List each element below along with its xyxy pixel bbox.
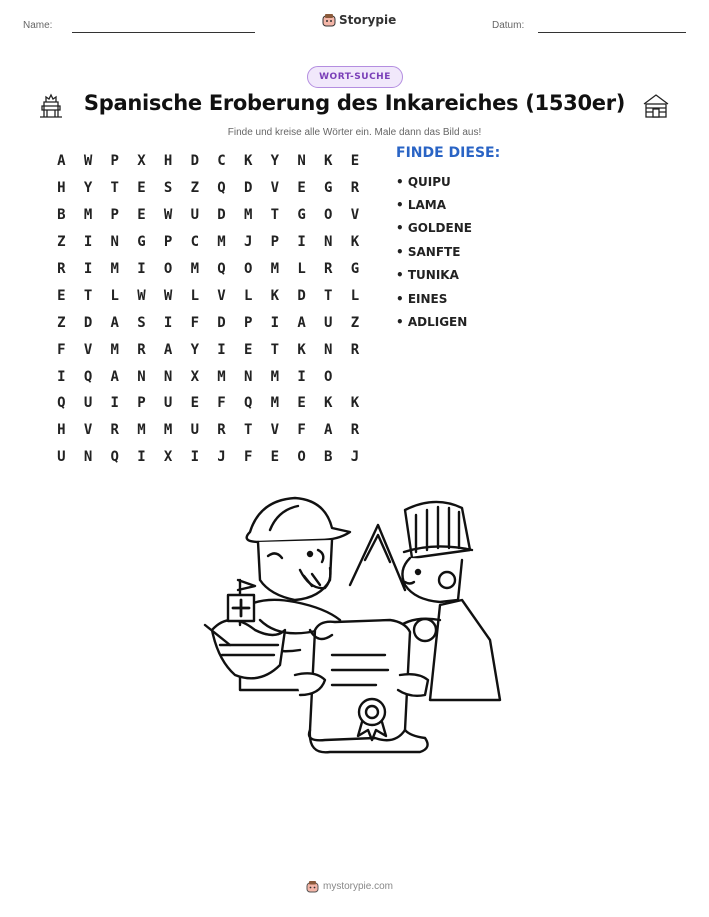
grid-letter[interactable]: D [83, 314, 93, 331]
grid-letter[interactable]: U [190, 422, 199, 439]
grid-letter[interactable]: M [190, 261, 199, 277]
word-item: • QUIPU [396, 174, 451, 189]
grid-letter[interactable]: R [217, 422, 226, 439]
grid-letter[interactable]: F [57, 341, 66, 358]
grid-letter[interactable]: N [83, 449, 93, 466]
grid-letter[interactable]: L [243, 287, 253, 304]
grid-letter[interactable]: I [190, 449, 199, 466]
grid-letter[interactable]: E [297, 395, 306, 412]
grid-letter[interactable]: J [243, 234, 253, 251]
grid-letter[interactable]: A [57, 153, 66, 170]
grid-letter[interactable]: F [297, 422, 306, 439]
grid-letter[interactable]: R [350, 180, 360, 197]
grid-letter[interactable]: I [137, 449, 146, 466]
grid-letter[interactable]: R [57, 261, 66, 277]
word-list-heading: FINDE DIESE: [396, 145, 501, 161]
grid-letter[interactable]: P [137, 395, 146, 412]
grid-letter[interactable]: V [83, 422, 93, 439]
grid-letter[interactable]: R [350, 341, 360, 358]
grid-letter[interactable]: E [57, 287, 66, 304]
grid-letter[interactable]: I [83, 261, 93, 277]
grid-letter[interactable]: U [163, 395, 173, 412]
grid-letter[interactable]: T [110, 180, 119, 197]
grid-letter[interactable]: H [57, 180, 66, 197]
grid-letter[interactable]: D [297, 287, 306, 304]
word-item: • LAMA [396, 198, 447, 213]
grid-letter[interactable]: Z [190, 180, 199, 197]
grid-letter[interactable]: V [270, 180, 280, 197]
grid-letter[interactable]: J [217, 449, 226, 466]
grid-letter[interactable]: A [163, 341, 173, 358]
name-label: Name: [23, 20, 53, 31]
word-list [396, 170, 472, 334]
brand-logo [322, 13, 396, 27]
grid-letter[interactable]: Q [83, 368, 93, 385]
grid-letter[interactable]: C [217, 153, 226, 170]
grid-letter[interactable]: M [270, 395, 280, 412]
grid-letter[interactable]: N [110, 234, 119, 251]
grid-letter[interactable]: P [243, 314, 253, 331]
grid-letter[interactable]: M [217, 234, 226, 251]
name-line[interactable] [72, 32, 255, 33]
grid-letter[interactable]: U [324, 314, 333, 331]
grid-letter[interactable]: Z [57, 234, 66, 251]
grid-letter[interactable]: M [163, 422, 173, 439]
grid-letter[interactable]: N [324, 234, 333, 251]
grid-letter[interactable]: Q [217, 180, 226, 197]
grid-letter[interactable]: G [137, 234, 146, 251]
grid-letter[interactable]: E [350, 153, 360, 170]
grid-letter[interactable]: Y [83, 180, 93, 197]
grid-letter[interactable]: N [243, 368, 253, 385]
word-search-badge: WORT-SUCHE [307, 66, 403, 88]
word-item: • TUNIKA [396, 268, 459, 283]
word-item: • EINES [396, 291, 448, 306]
grid-letter[interactable]: M [270, 261, 280, 277]
grid-letter[interactable]: V [217, 287, 226, 304]
grid-letter[interactable]: M [270, 368, 280, 385]
grid-letter[interactable]: B [324, 449, 333, 466]
grid-letter[interactable]: M [243, 207, 253, 224]
grid-letter[interactable]: S [137, 314, 146, 331]
grid-letter[interactable]: A [297, 314, 306, 331]
grid-letter[interactable]: E [270, 449, 280, 466]
grid-letter[interactable]: I [217, 341, 226, 358]
grid-letter[interactable]: O [324, 207, 333, 224]
grid-letter[interactable]: U [190, 207, 199, 224]
grid-letter[interactable]: Q [217, 261, 226, 277]
grid-letter[interactable]: M [137, 422, 146, 439]
grid-letter[interactable]: C [190, 234, 199, 251]
grid-letter[interactable]: T [83, 287, 93, 304]
grid-letter[interactable]: K [243, 153, 253, 170]
grid-letter[interactable]: I [297, 368, 306, 385]
grid-letter[interactable]: E [137, 207, 146, 224]
grid-letter[interactable]: K [350, 234, 360, 251]
grid-letter[interactable]: O [243, 261, 253, 277]
grid-letter[interactable]: X [137, 153, 146, 170]
grid-letter[interactable]: A [324, 422, 333, 439]
grid-letter[interactable]: T [324, 287, 333, 304]
grid-letter[interactable]: R [324, 261, 333, 277]
grid-letter[interactable]: N [163, 368, 173, 385]
grid-letter[interactable]: E [137, 180, 146, 197]
grid-letter[interactable]: E [190, 395, 199, 412]
grid-letter[interactable]: I [137, 261, 146, 277]
grid-letter[interactable]: W [137, 287, 146, 304]
storypie-mascot-icon [322, 13, 336, 27]
grid-letter[interactable]: X [163, 449, 173, 466]
grid-letter[interactable]: Z [350, 314, 360, 331]
grid-letter[interactable]: N [324, 341, 333, 358]
grid-letter[interactable]: P [110, 153, 119, 170]
grid-letter[interactable]: T [270, 207, 280, 224]
grid-letter[interactable]: Y [270, 153, 280, 170]
grid-letter[interactable]: P [270, 234, 280, 251]
grid-letter[interactable]: G [297, 207, 306, 224]
instructions: Finde und kreise alle Wörter ein. Male dann das Bild aus! [227, 127, 482, 138]
grid-letter[interactable]: S [163, 180, 173, 197]
grid-letter[interactable]: D [217, 314, 226, 331]
date-label: Datum: [492, 20, 525, 31]
footer [306, 880, 393, 893]
grid-letter[interactable]: F [217, 395, 226, 412]
footer-url[interactable]: mystorypie.com [323, 881, 394, 892]
grid-letter[interactable]: Q [57, 395, 66, 412]
grid-letter[interactable]: W [163, 207, 173, 224]
grid-letter[interactable]: G [350, 261, 360, 277]
grid-letter[interactable]: N [137, 368, 146, 385]
grid-letter[interactable]: O [163, 261, 173, 277]
grid-letter[interactable]: N [297, 153, 306, 170]
grid-letter[interactable]: I [270, 314, 280, 331]
grid-letter[interactable]: I [110, 395, 119, 412]
grid-letter[interactable]: M [217, 368, 226, 385]
word-item: • SANFTE [396, 244, 461, 259]
word-item: • GOLDENE [396, 221, 472, 236]
grid-letter[interactable]: V [350, 207, 360, 224]
grid-letter[interactable]: M [110, 341, 119, 358]
grid-letter[interactable]: O [297, 449, 306, 466]
grid-letter[interactable]: R [350, 422, 360, 439]
grid-letter[interactable]: F [190, 314, 199, 331]
grid-letter[interactable]: P [110, 207, 119, 224]
grid-letter[interactable]: I [83, 234, 93, 251]
grid-letter[interactable]: R [137, 341, 146, 358]
grid-letter[interactable]: Z [57, 314, 66, 331]
grid-letter[interactable]: T [243, 422, 253, 439]
grid-letter[interactable]: L [350, 287, 360, 304]
grid-letter[interactable]: D [190, 153, 199, 170]
grid-letter[interactable]: M [83, 207, 93, 224]
grid-letter[interactable]: K [324, 395, 333, 412]
grid-letter[interactable]: L [297, 261, 306, 277]
grid-letter[interactable]: D [243, 180, 253, 197]
grid-letter[interactable]: K [324, 153, 333, 170]
grid-letter[interactable]: F [243, 449, 253, 466]
grid-letter[interactable]: I [163, 314, 173, 331]
grid-letter[interactable]: X [190, 368, 199, 385]
grid-letter[interactable]: U [83, 395, 93, 412]
grid-letter[interactable]: V [270, 422, 280, 439]
grid-letter[interactable]: M [110, 261, 119, 277]
grid-letter[interactable]: I [297, 234, 306, 251]
house-icon [641, 92, 671, 120]
grid-letter[interactable]: Y [190, 341, 199, 358]
page-title: Spanische Eroberung des Inkareiches (1530er) [83, 91, 626, 115]
grid-letter[interactable]: A [110, 314, 119, 331]
grid-letter[interactable]: P [163, 234, 173, 251]
conquistador-and-inca-illustration [200, 490, 510, 765]
grid-letter[interactable]: B [57, 207, 66, 224]
grid-letter[interactable]: Q [110, 449, 119, 466]
grid-letter[interactable]: I [57, 368, 66, 385]
grid-letter[interactable]: E [297, 180, 306, 197]
date-line[interactable] [538, 32, 686, 33]
grid-letter[interactable]: L [190, 287, 199, 304]
grid-letter[interactable]: K [350, 395, 360, 412]
grid-letter[interactable]: Q [243, 395, 253, 412]
storypie-mascot-icon [306, 880, 319, 893]
grid-letter[interactable]: O [324, 368, 333, 385]
grid-letter[interactable]: H [163, 153, 173, 170]
grid-letter[interactable]: J [350, 449, 360, 466]
grid-letter[interactable] [342, 363, 369, 390]
grid-letter[interactable]: A [110, 368, 119, 385]
grid-letter[interactable]: U [57, 449, 66, 466]
grid-letter[interactable]: E [243, 341, 253, 358]
letter-grid [48, 148, 368, 471]
grid-letter[interactable]: R [110, 422, 119, 439]
grid-letter[interactable]: K [270, 287, 280, 304]
grid-letter[interactable]: W [163, 287, 173, 304]
grid-letter[interactable]: W [83, 153, 93, 170]
grid-letter[interactable]: G [324, 180, 333, 197]
grid-letter[interactable]: D [217, 207, 226, 224]
grid-letter[interactable]: H [57, 422, 66, 439]
grid-letter[interactable]: V [83, 341, 93, 358]
grid-letter[interactable]: L [110, 287, 119, 304]
brand-name: Storypie [339, 13, 397, 27]
grid-letter[interactable]: T [270, 341, 280, 358]
grid-letter[interactable]: K [297, 341, 306, 358]
word-item: • ADLIGEN [396, 315, 468, 330]
